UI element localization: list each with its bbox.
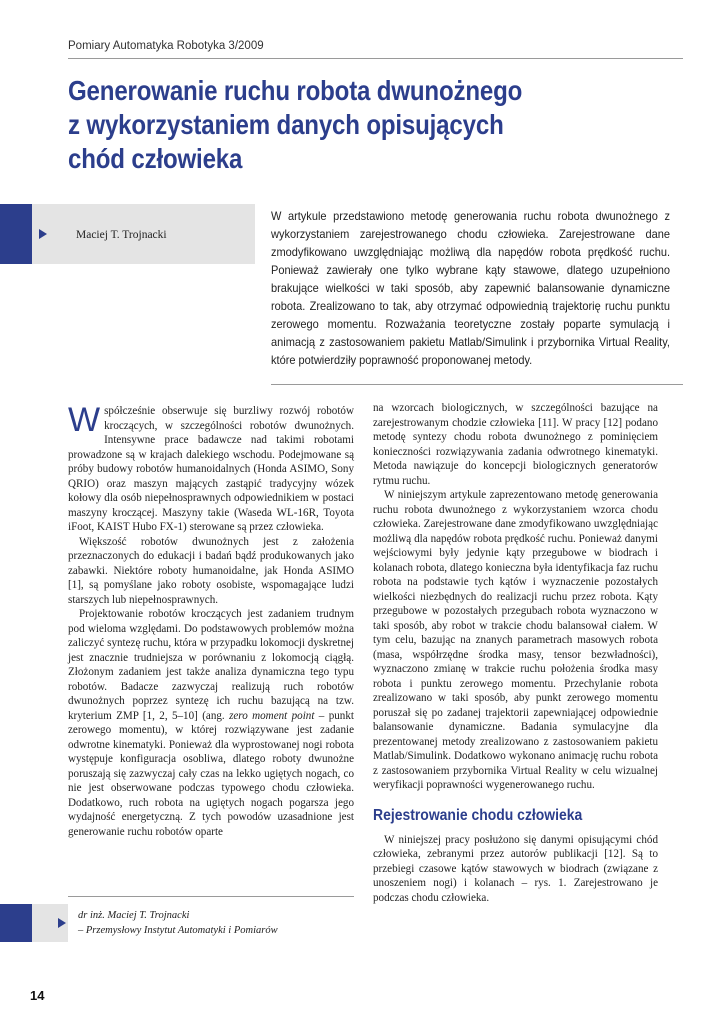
footnote-band [0, 904, 68, 942]
paragraph: W niniejszym artykule zaprezentowano metodę generowania ruchu robota dwunożnego z wykorzystaniem wzorca chodu człowieka. Zarejestrowane dane zmodyfikowano uwzględniając możliwą dla napędów robota prędkość ruchu. Ponieważ danymi wejściowymi były jedynie kąty przegubowe w biodrach i kolanach robota, dlatego konieczna była identyfikacja faz ruchu robota na podstawie tych kątów i wyznaczenie pozostałych wielkości niezbędnych do realizacji ruchu przez robota. Kąty przegubowe w pozostałych przegubach robota wyznaczono w taki sposób, aby robot w trakcie chodu balansował ciałem. W tym celu, bazując na znanych parametrach masowych robota (masa, współrzędne środka masy, tensor bezwładności), wyznaczono zmianę w trakcie ruchu położenia środka masy robota i punktu zerowego momentu. Przechylanie robota zrealizowano w taki sposób, aby punkt zerowego momentu poruszał się po zadanej trajektorii zapewniającej odpowiednie balansowanie dynamiczne. Badania symulacyjne dla prezentowanej metody zrealizowano z zastosowaniem pakietu Matlab/Simulink. Dodatkowo wykonano animację ruchu robota z zastosowaniem przybornika Virtual Reality w celu wizualnej weryfikacji poprawności wygenerowanego ruchu. [373, 489, 658, 791]
paragraph: W niniejszej pracy posłużono się danymi opisującymi chód człowieka, zebranymi przez autorów publikacji [12]. Są to przebiegi czasowe kątów stawowych w biodrach (związane z unoszeniem nogi) i kolanach – rys. 1. Zarejestrowano je podczas chodu człowieka. [373, 833, 658, 904]
body-column-right [373, 401, 658, 905]
drop-cap: W [68, 401, 101, 439]
affiliation-name: dr inż. Maciej T. Trojnacki [78, 910, 190, 921]
body-column-left [68, 401, 354, 839]
paragraph: na wzorcach biologicznych, w szczególności bazujące na zarejestrowanym chodzie człowieka [11]. W pracy [12] podano metodę syntezy chodu robota dwunożnego z pominięciem konieczności rozwiązywania zadania odwrotnego kinematyki. Metoda nawiązuje do koncepcji biologicznych generatorów rytmu ruchu. [373, 402, 658, 487]
header-rule [68, 58, 683, 59]
abstract: W artykule przedstawiono metodę generowania ruchu robota dwunożnego z wykorzystaniem zarejestrowanego chodu człowieka. Zarejestrowane dane zmodyfikowano uwzględniając możliwą dla napędów robota prędkość ruchu. Ponieważ zawierały one tylko wybrane kąty stawowe, dlatego uzupełniono brakujące wielkości w taki sposób, aby zapewnić balansowanie dynamiczne robota. Zrealizowano to tak, aby otrzymać odpowiednią trajektorię ruchu punktu zerowego momentu. Rozważania teoretyczne zostały poparte symulacją i animacją z zastosowaniem pakietu Matlab/Simulink i przybornika Virtual Reality, które potwierdziły poprawność proponowanej metody. [271, 210, 670, 367]
paragraph-text: – punkt zerowego momentu), w której rozwiązywane jest zadanie odwrotne kinematyki. Ponieważ dla wyprostowanej nogi robota występuje konfiguracja osobliwa, dlatego roboty dwunożne poruszają się zazwyczaj cały czas na lekko ugiętych nogach, co nie jest obserwowane podczas typowego chodu człowieka. Dodatkowo, ruch robota na ugiętych nogach pogarsza jego wydajność energetyczną. Z tych powodów uzasadnione jest generowanie ruchu robotów oparte [68, 709, 354, 838]
article-title [68, 74, 584, 176]
abstract-rule [271, 384, 683, 385]
title-line-2: z wykorzystaniem danych opisujących [68, 109, 504, 140]
triangle-arrow-icon [58, 918, 66, 928]
footnote-accent-block [0, 904, 32, 942]
page-number: 14 [30, 988, 45, 1003]
title-line-3: chód człowieka [68, 143, 243, 174]
affiliation-institute: – Przemysłowy Instytut Automatyki i Pomiarów [78, 925, 278, 936]
paragraph-text: spółcześnie obserwuje się burzliwy rozwój robotów kroczących, w szczególności robotów dwunożnych. Intensywne prace badawcze nad takimi robotami prowadzone są w krajach dalekiego wschodu. Podejmowane są próby budowy robotów humanoidalnych (Honda ASIMO, Sony QRIO) oraz maszyn mających zastąpić tradycyjny wózek kołowy dla osób niepełnosprawnych odpowiednikiem w postaci maszyny kroczącej. Maszyny takie (Waseda WL-16R, Toyota iFoot, KAIST Hubo FX-1) sterowane są przez człowieka. [68, 405, 354, 533]
paragraph: Większość robotów dwunożnych jest z założenia przeznaczonych do edukacji i badań bądź produkowanych jako zabawki. Niektóre roboty humanoidalne, jak Honda ASIMO [1], są pomyślane jako roboty osobiste, wspomagające ludzi starszych lub niepełnosprawnych. [68, 535, 354, 606]
triangle-arrow-icon [39, 229, 47, 239]
author-accent-block [0, 204, 32, 264]
paragraph-text: Projektowanie robotów kroczących jest zadaniem trudnym pod wieloma względami. Do podstawowych problemów można zaliczyć syntezę ruchu, która w przypadku lokomocji dyskretnej jest znacznie trudniejsza w porównaniu z lokomocją ciągłą. Złożonym zadaniem jest także analiza dynamiczna tego typu robotów. Badacze zazwyczaj realizują ruch robotów dwunożnych poprzez syntezę ich ruchu bazującą na tzw. kryterium ZMP [1, 2, 5–10] (ang. [68, 608, 354, 722]
paragraph-intro [68, 401, 354, 535]
footnote-rule [68, 896, 354, 897]
title-line-1: Generowanie ruchu robota dwunożnego [68, 75, 523, 106]
emphasis-term: zero moment point [229, 709, 315, 722]
section-heading: Rejestrowanie chodu człowieka [373, 806, 583, 824]
author-name: Maciej T. Trojnacki [76, 229, 167, 241]
paragraph [68, 607, 354, 839]
author-affiliation [78, 908, 278, 938]
journal-header: Pomiary Automatyka Robotyka 3/2009 [68, 40, 264, 52]
author-band [0, 204, 255, 264]
